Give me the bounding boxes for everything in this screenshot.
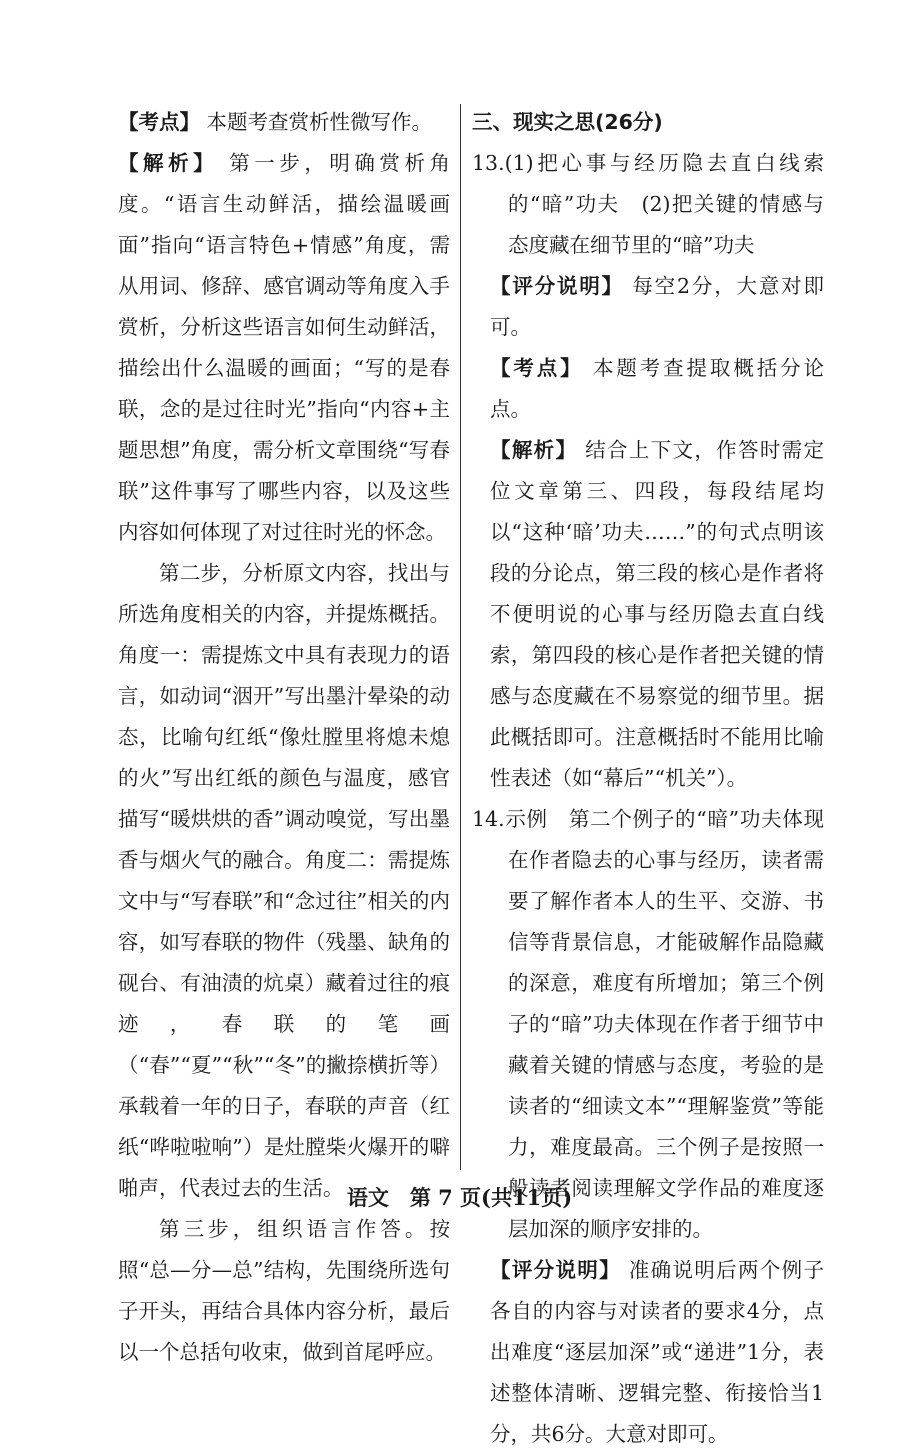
jiexi-tag: 【解析】 [118, 151, 219, 175]
step3-paragraph: 第三步，组织语言作答。按照“总—分—总”结构，先围绕所选句子开头，再结合具体内容分析，最后以一个总括句收束，做到首尾呼应。 [118, 1217, 450, 1364]
q13-kaodian-text: 本题考查提取概括分论点。 [490, 356, 824, 421]
kaodian-paragraph [118, 102, 450, 143]
q13-answer: 13.(1)把心事与经历隐去直白线索的“暗”功夫 (2)把关键的情感与态度藏在细节里的“暗”功夫 [472, 151, 824, 257]
q13-jiexi [472, 430, 824, 799]
q13-kaodian-tag: 【考点】 [490, 356, 584, 380]
step2-paragraph: 第二步，分析原文内容，找出与所选角度相关的内容，并提炼概括。角度一：需提炼文中具有表现力的语言，如动词“洇开”写出墨汁晕染的动态，比喻句红纸“像灶膛里将熄未熄的火”写出红纸的颜色与温度，感官描写“暖烘烘的香”调动嗅觉，写出墨香与烟火气的融合。角度二：需提炼文中与“写春联”和“念过往”相关的内容，如写春联的物件（残墨、缺角的砚台、有油渍的炕桌）藏着过往的痕迹，春联的笔画（“春”“夏”“秋”“冬”的撇捺横折等）承载着一年的日子，春联的声音（红纸“哗啦啦响”）是灶膛柴火爆开的噼啪声，代表过去的生活。 [118, 561, 450, 1200]
q13-pingfen-text: 每空2分，大意对即可。 [490, 274, 825, 339]
kaodian-text: 本题考查赏析性微写作。 [200, 110, 433, 134]
section-title: 三、现实之思(26分) [472, 110, 663, 134]
q14-pingfen [472, 1250, 824, 1455]
q14-pingfen-text: 准确说明后两个例子各自的内容与对读者的要求4分，点出难度“逐层加深”或“递进”1分，表述整体清晰、逻辑完整、衔接恰当1分，共6分。大意对即可。 [490, 1258, 824, 1446]
q13-kaodian [472, 348, 824, 430]
q13-pingfen-tag: 【评分说明】 [490, 274, 624, 298]
right-column [472, 102, 824, 1455]
q14-answer: 14.示例 第二个例子的“暗”功夫体现在作者隐去的心事与经历，读者需要了解作者本人的生平、交游、书信等背景信息，才能破解作品隐藏的深意，难度有所增加；第三个例子的“暗”功夫体现在作者于细节中藏着关键的情感与态度，考验的是读者的“细读文本”“理解鉴赏”等能力，难度最高。三个例子是按照一般读者阅读理解文学作品的难度逐层加深的顺序安排的。 [472, 807, 824, 1241]
jiexi-paragraph [118, 143, 450, 553]
q13-pingfen [472, 266, 824, 348]
q13-jiexi-text: 结合上下文，作答时需定位文章第三、四段，每段结尾均以“这种‘暗’功夫……”的句式点明该段的分论点，第三段的核心是作者将不便明说的心事与经历隐去直白线索，第四段的核心是作者把关键的情感与态度藏在不易察觉的细节里。据此概括即可。注意概括时不能用比喻性表述（如“幕后”“机关”）。 [490, 438, 824, 790]
page-footer: 语文 第 7 页(共11页) [346, 1185, 573, 1210]
q13-jiexi-tag: 【解析】 [490, 438, 578, 462]
jiexi-text: 第一步，明确赏析角度。“语言生动鲜活，描绘温暖画面”指向“语言特色+情感”角度，需从用词、修辞、感官调动等角度入手赏析，分析这些语言如何生动鲜活，描绘出什么温暖的画面；“写的是春联，念的是过往时光”指向“内容+主题思想”角度，需分析文章围绕“写春联”这件事写了哪些内容，以及这些内容如何体现了对过往时光的怀念。 [118, 151, 450, 544]
column-divider [460, 104, 461, 1170]
kaodian-tag: 【考点】 [118, 110, 200, 134]
q14-pingfen-tag: 【评分说明】 [490, 1258, 621, 1282]
